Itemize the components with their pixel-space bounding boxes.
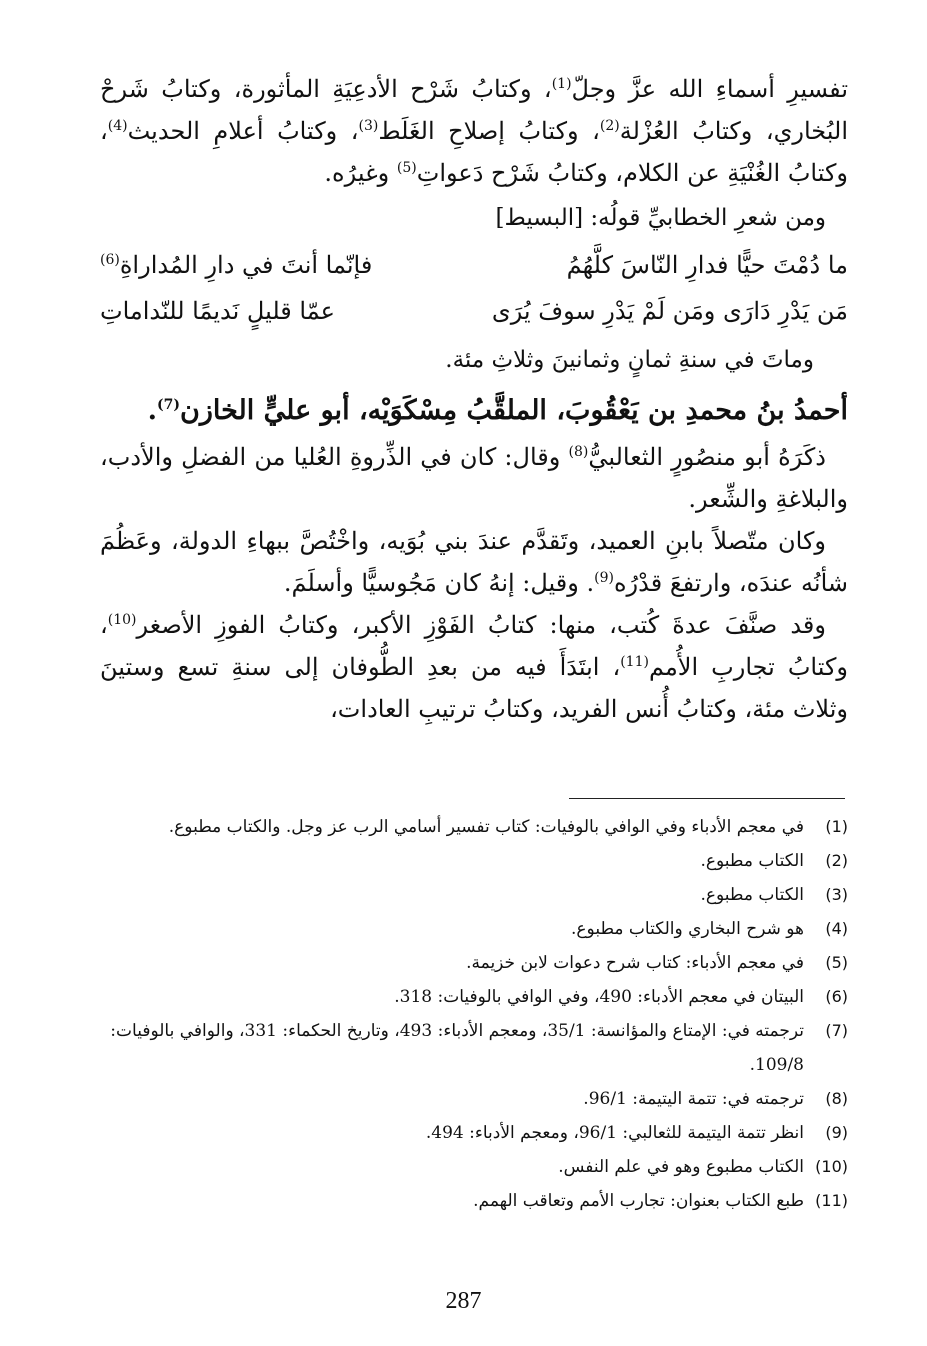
footnote-item: (9) انظر تتمة اليتيمة للثعالبي: 96/1، ومعجم الأدباء: 494. [425, 1123, 848, 1143]
verse-2-second-hemistich: عمّا قليلٍ نَديمًا للنّداماتِ [100, 297, 335, 325]
verse-line-2 [100, 288, 848, 334]
footnote-ref-3[interactable]: (3) [358, 118, 379, 134]
footnote-ref-10[interactable]: (10) [107, 612, 137, 628]
footnote-item: (1) في معجم الأدباء وفي الوافي بالوفيات: كتاب تفسير أسامي الرب عز وجل. والكتاب مطبوع. [168, 817, 848, 837]
paragraph-ibn-amid: وكان متّصلاً بابنِ العميد، وتَقدَّم عندَ بني بُوَيه، واخْتُصَّ ببهاءِ الدولة، وعَظُمَ شأنُه عندَه، وارتفعَ قدْرُه$^{(9)}$. وقيل: إنهُ كان مَجُوسيًّا وأسلَمَ. [100, 527, 848, 597]
verse-line-1 [100, 242, 848, 288]
footnote-ref-6[interactable]: (6) [100, 252, 120, 268]
footnote-item: (8) ترجمته في: تتمة اليتيمة: 96/1. [583, 1089, 848, 1109]
footnote-item: (4) هو شرح البخاري والكتاب مطبوع. [571, 919, 848, 939]
main-text [100, 68, 848, 730]
verse-1-second-hemistich: فإنّما أنتَ في دارِ المُداراةِ$^{(6)}$ [100, 251, 373, 279]
footnotes [100, 810, 848, 1218]
footnote-ref-7[interactable]: (7) [157, 397, 180, 413]
footnote-item: (10) الكتاب مطبوع وهو في علم النفس. [558, 1157, 848, 1177]
paragraph-books-khattabi: تفسيرِ أسماءِ الله عزَّ وجلّ$^{(1)}$، وكتابُ شَرْح الأدعِيَةِ المأثورة، وكتابُ شَرحْ البُخاري، وكتابُ العُزْلة$^{(2)}$، وكتابُ إصلاحِ الغَلَط$^{(3)}$، وكتابُ أعلامِ الحديث$^{(4)}$، وكتابُ الغُنْيَةِ عن الكلام، وكتابُ شَرْح دَعواتِ$^{(5)}$ وغيرُه. [100, 75, 848, 187]
footnote-ref-4[interactable]: (4) [107, 118, 128, 134]
paragraph-works: وقد صنَّفَ عدةَ كُتب، منها: كتابُ الفَوْزِ الأكبر، وكتابُ الفوزِ الأصغر$^{(10)}$، وكتابُ تجاربِ الأُمم$^{(11)}$، ابتَدَأَ فيه من بعدِ الطُّوفان إلى سنةِ تسع وستينَ وثلاث مئة، وكتابُ أُنس الفريد، وكتابُ ترتيبِ العادات، [100, 611, 848, 723]
footnote-ref-8[interactable]: (8) [568, 444, 589, 460]
biography-heading: أحمدُ بنُ محمدِ بن يَعْقُوبَ، الملقَّبُ مِسْكَوَيْه، أبو عليٍّ الخازن$^{(7)}$. [147, 395, 848, 426]
verse-2-first-hemistich: مَن يَدْرِ دَارَى ومَن لَمْ يَدْرِ سوفَ يُرَى [491, 297, 848, 325]
footnote-item: (7) ترجمته في: الإمتاع والمؤانسة: 35/1، ومعجم الأدباء: 493، وتاريخ الحكماء: 331، والوافي بالوفيات: 109/8. [110, 1021, 848, 1075]
verse-1-first-hemistich: ما دُمْتَ حيًّا فدارِ النّاسَ كلَّهُمُ [566, 251, 848, 279]
paragraph-thaalibi: ذكَرَهُ أبو منصُورٍ الثعالبيُّ$^{(8)}$ وقال: كان في الذِّروةِ العُليا من الفضلِ والأدب، والبلاغةِ والشِّعر. [100, 443, 848, 513]
footnote-ref-11[interactable]: (11) [620, 654, 649, 670]
footnote-item: (6) البيتان في معجم الأدباء: 490، وفي الوافي بالوفيات: 318. [394, 987, 848, 1007]
death-date: وماتَ في سنةِ ثمانٍ وثمانينَ وثلاثِ مئة. [445, 347, 814, 373]
footnote-item: (5) في معجم الأدباء: كتاب شرح دعوات لابن خزيمة. [466, 953, 848, 973]
page-number: 287 [445, 1288, 482, 1314]
verse-intro: ومن شعرِ الخطابيِّ قولُه: [البسيط] [495, 205, 826, 231]
footnote-item: (11) طبع الكتاب بعنوان: تجارب الأمم وتعاقب الهمم. [473, 1191, 848, 1211]
footnote-ref-2[interactable]: (2) [599, 118, 620, 134]
footnote-divider [569, 798, 845, 799]
footnote-item: (3) الكتاب مطبوع. [700, 885, 848, 905]
footnote-ref-9[interactable]: (9) [594, 570, 614, 586]
footnote-ref-5[interactable]: (5) [396, 160, 417, 176]
footnote-item: (2) الكتاب مطبوع. [700, 851, 848, 871]
footnote-ref-1[interactable]: (1) [551, 76, 572, 92]
